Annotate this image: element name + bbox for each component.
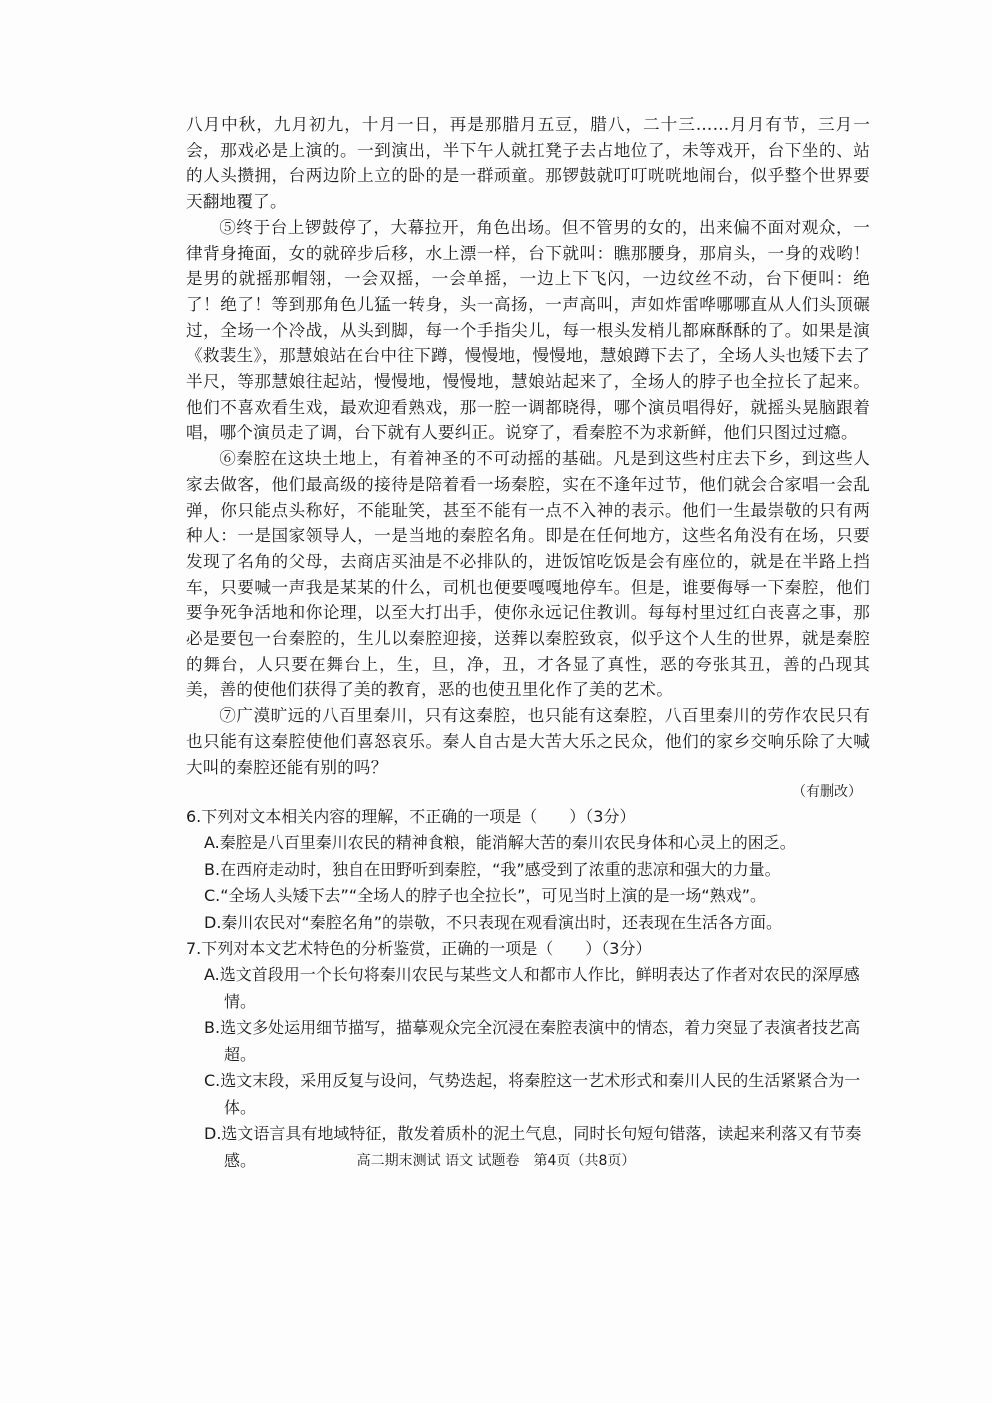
option-b: B.在西府走动时，独自在田野听到秦腔，“我”感受到了浓重的悲凉和强大的力量。	[204, 859, 781, 879]
question-7	[186, 936, 870, 1174]
question-stem: 7.下列对本文艺术特色的分析鉴赏，正确的一项是（ ）（3分）	[186, 939, 652, 959]
option-a: A.秦腔是八百里秦川农民的精神食粮，能消解大苦的秦川农民身体和心灵上的困乏。	[204, 833, 796, 853]
option-c: C.选文末段，采用反复与设问，气势迭起，将秦腔这一艺术形式和秦川人民的生活紧紧合为一体。	[204, 1071, 861, 1117]
passage-paragraph-6: ⑥秦腔在这块土地上，有着神圣的不可动摇的基础。凡是到这些村庄去下乡，到这些人家去做客，他们最高级的接待是陪着看一场秦腔，实在不逢年过节，他们就会合家唱一会乱弹，你只能点头称好，不能耻笑，甚至不能有一点不入神的表示。他们一生最崇敬的只有两种人：一是国家领导人，一是当地的秦腔名角。即是在任何地方，这些名角没有在场，只要发现了名角的父母，去商店买油是不必排队的，进饭馆吃饭是会有座位的，就是在半路上挡车，只要喊一声我是某某的什么，司机也便要嘎嘎地停车。但是，谁要侮辱一下秦腔，他们要争死争活地和你论理，以至大打出手，使你永远记住教训。每每村里过红白丧喜之事，那必是要包一台秦腔的，生儿以秦腔迎接，送葬以秦腔致哀，似乎这个人生的世界，就是秦腔的舞台，人只要在舞台上，生，旦，净，丑，才各显了真性，恶的夸张其丑，善的凸现其美，善的使他们获得了美的教育，恶的也使丑里化作了美的艺术。	[186, 449, 870, 700]
option-b: B.选文多处运用细节描写，描摹观众完全沉浸在秦腔表演中的情态，着力突显了表演者技艺高超。	[204, 1018, 861, 1064]
option-d: D.秦川农民对“秦腔名角”的崇敬，不只表现在观看演出时，还表现在生活各方面。	[204, 912, 782, 932]
page-content	[186, 112, 870, 1174]
passage-paragraph-7: ⑦广漠旷远的八百里秦川，只有这秦腔，也只能有这秦腔，八百里秦川的劳作农民只有也只能有这秦腔使他们喜怒哀乐。秦人自古是大苦大乐之民众，他们的家乡交响乐除了大喊大叫的秦腔还能有别的吗？	[186, 706, 870, 777]
passage-paragraph-intro: 八月中秋，九月初九，十月一日，再是那腊月五豆，腊八，二十三……月月有节，三月一会，那戏必是上演的。一到演出，半下午人就扛凳子去占地位了，未等戏开，台下坐的、站的人头攒拥，台两边阶上立的卧的是一群顽童。那锣鼓就叮叮咣咣地闹台，似乎整个世界要天翻地覆了。	[186, 115, 870, 212]
passage-paragraph-5: ⑤终于台上锣鼓停了，大幕拉开，角色出场。但不管男的女的，出来偏不面对观众，一律背身掩面，女的就碎步后移，水上漂一样，台下就叫：瞧那腰身，那肩头，一身的戏哟！是男的就摇那帽翎，一会双摇，一会单摇，一边上下飞闪，一边纹丝不动，台下便叫：绝了！绝了！等到那角色儿猛一转身，头一高扬，一声高叫，声如炸雷哗哪哪直从人们头顶碾过，全场一个冷战，从头到脚，每一个手指尖儿，每一根头发梢儿都麻酥酥的了。如果是演《救裴生》，那慧娘站在台中往下蹲，慢慢地，慢慢地，慧娘蹲下去了，全场人头也矮下去了半尺，等那慧娘往起站，慢慢地，慢慢地，慧娘站起来了，全场人的脖子也全拉长了起来。他们不喜欢看生戏，最欢迎看熟戏，那一腔一调都晓得，哪个演员唱得好，就摇头晃脑跟着唱，哪个演员走了调，台下就有人要纠正。说穿了，看秦腔不为求新鲜，他们只图过过瘾。	[186, 217, 870, 443]
option-list	[186, 962, 870, 1174]
option-c: C.“全场人头矮下去”“全场人的脖子也全拉长”，可见当时上演的是一场“熟戏”。	[204, 886, 766, 906]
question-stem: 6.下列对文本相关内容的理解，不正确的一项是（ ）（3分）	[186, 807, 636, 827]
page-footer: 高二期末测试 语文 试题卷 第4页（共8页）	[356, 1153, 636, 1169]
option-a: A.选文首段用一个长句将秦川农民与某些文人和都市人作比，鲜明表达了作者对农民的深厚感情。	[204, 965, 860, 1011]
source-note: （有删改）	[792, 784, 862, 801]
question-6	[186, 804, 870, 936]
option-list	[186, 830, 870, 936]
option-d: D.选文语言具有地域特征，散发着质朴的泥土气息，同时长句短句错落，读起来利落又有节奏感。	[204, 1124, 862, 1170]
